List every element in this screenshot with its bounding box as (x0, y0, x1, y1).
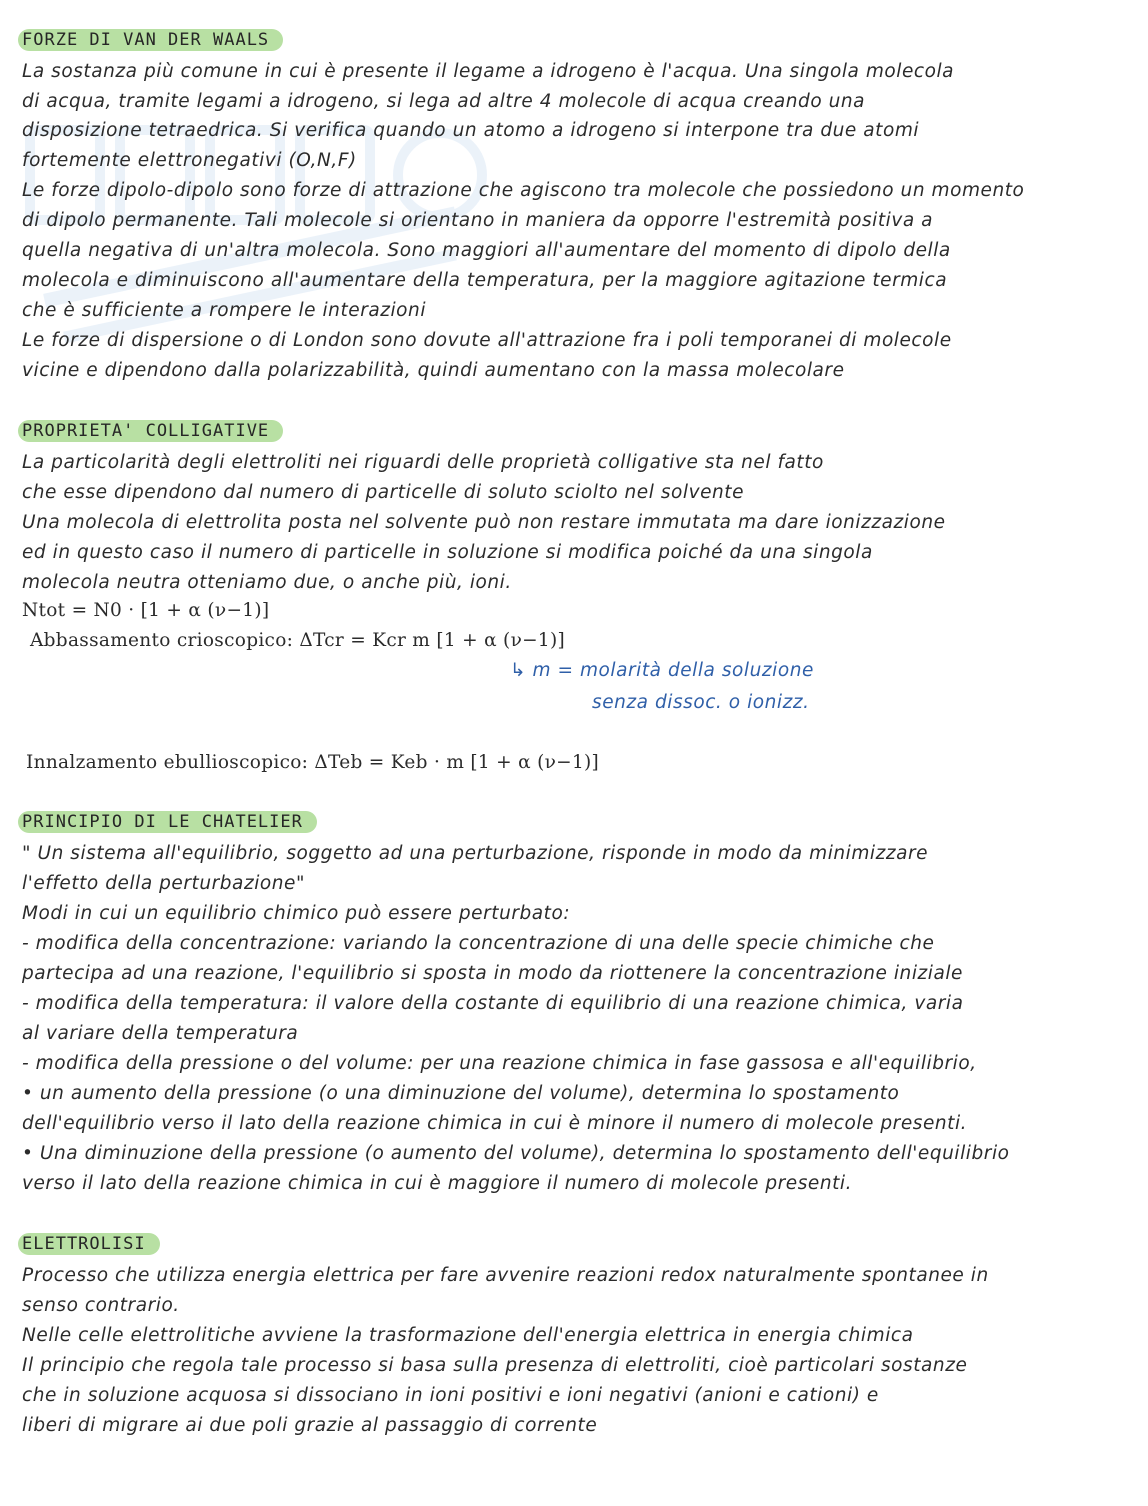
text-line: La particolarità degli elettroliti nei riguardi delle proprietà colligative sta nel fatto (22, 452, 824, 473)
text-line: quella negativa di un'altra molecola. Sono maggiori all'aumentare del momento di dipolo della (22, 240, 951, 261)
text-line: - modifica della concentrazione: variando la concentrazione di una delle specie chimiche che (22, 933, 935, 954)
text-line: l'effetto della perturbazione" (22, 873, 306, 894)
text-line: - modifica della pressione o del volume: per una reazione chimica in fase gassosa e all'equilibrio, (22, 1053, 977, 1074)
text-line: dell'equilibrio verso il lato della reazione chimica in cui è minore il numero di molecole presenti. (22, 1113, 968, 1134)
text-line: La sostanza più comune in cui è presente il legame a idrogeno è l'acqua. Una singola molecola (22, 61, 955, 82)
text-line: al variare della temperatura (22, 1023, 299, 1044)
heading-proprieta-colligative: PROPRIETA' COLLIGATIVE (18, 420, 283, 442)
text-line: Processo che utilizza energia elettrica per fare avvenire reazioni redox naturalmente spontanee in (22, 1265, 989, 1286)
text-line: liberi di migrare ai due poli grazie al passaggio di corrente (22, 1415, 598, 1436)
formula-crioscopico: Abbassamento crioscopico: ΔTcr = Kcr m [1 + α (ν−1)] (30, 630, 566, 651)
text-line: che è sufficiente a rompere le interazioni (22, 300, 427, 321)
heading-elettrolisi: ELETTROLISI (18, 1233, 160, 1255)
text-line: Una molecola di elettrolita posta nel solvente può non restare immutata ma dare ionizzazione (22, 512, 946, 533)
text-line: - modifica della temperatura: il valore della costante di equilibrio di una reazione chimica, varia (22, 993, 964, 1014)
text-line: • un aumento della pressione (o una diminuzione del volume), determina lo spostamento (22, 1083, 900, 1104)
text-line: Il principio che regola tale processo si basa sulla presenza di elettroliti, cioè particolari sostanze (22, 1355, 968, 1376)
text-line: ed in questo caso il numero di particelle in soluzione si modifica poiché da una singola (22, 542, 873, 563)
text-line: disposizione tetraedrica. Si verifica quando un atomo a idrogeno si interpone tra due atomi (22, 120, 920, 141)
text-line: di dipolo permanente. Tali molecole si orientano in maniera da opporre l'estremità positiva a (22, 210, 934, 231)
note-senza-dissoc: senza dissoc. o ionizz. (592, 692, 810, 713)
heading-le-chatelier: PRINCIPIO DI LE CHATELIER (18, 811, 317, 833)
text-line: di acqua, tramite legami a idrogeno, si lega ad altre 4 molecole di acqua creando una (22, 91, 866, 112)
text-line: molecola e diminuiscono all'aumentare della temperatura, per la maggiore agitazione termica (22, 270, 948, 291)
text-line: " Un sistema all'equilibrio, soggetto ad una perturbazione, risponde in modo da minimizzare (22, 843, 929, 864)
text-line: senso contrario. (22, 1295, 180, 1316)
text-line: vicine e dipendono dalla polarizzabilità, quindi aumentano con la massa molecolare (22, 360, 845, 381)
text-line: fortemente elettronegativi (O,N,F) (22, 150, 357, 171)
text-line: Le forze dipolo-dipolo sono forze di attrazione che agiscono tra molecole che possiedono un momento (22, 180, 1025, 201)
text-line: Le forze di dispersione o di London sono dovute all'attrazione fra i poli temporanei di molecole (22, 330, 952, 351)
note-molarita: ↳ m = molarità della soluzione (510, 660, 814, 681)
text-line: che in soluzione acquosa si dissociano in ioni positivi e ioni negativi (anioni e cationi) e (22, 1385, 879, 1406)
formula-ntot: Ntot = N0 · [1 + α (ν−1)] (22, 600, 270, 621)
text-line: Nelle celle elettrolitiche avviene la trasformazione dell'energia elettrica in energia chimica (22, 1325, 914, 1346)
heading-van-der-waals: FORZE DI VAN DER WAALS (18, 29, 283, 51)
text-line: partecipa ad una reazione, l'equilibrio si sposta in modo da riottenere la concentrazione iniziale (22, 963, 963, 984)
text-line: • Una diminuzione della pressione (o aumento del volume), determina lo spostamento dell'equilibrio (22, 1143, 1010, 1164)
text-line: che esse dipendono dal numero di particelle di soluto sciolto nel solvente (22, 482, 745, 503)
text-line: molecola neutra otteniamo due, o anche più, ioni. (22, 572, 512, 593)
text-line: verso il lato della reazione chimica in cui è maggiore il numero di molecole presenti. (22, 1173, 853, 1194)
text-line: Modi in cui un equilibrio chimico può essere perturbato: (22, 903, 571, 924)
formula-ebullioscopico: Innalzamento ebullioscopico: ΔTeb = Keb · m [1 + α (ν−1)] (26, 752, 600, 773)
